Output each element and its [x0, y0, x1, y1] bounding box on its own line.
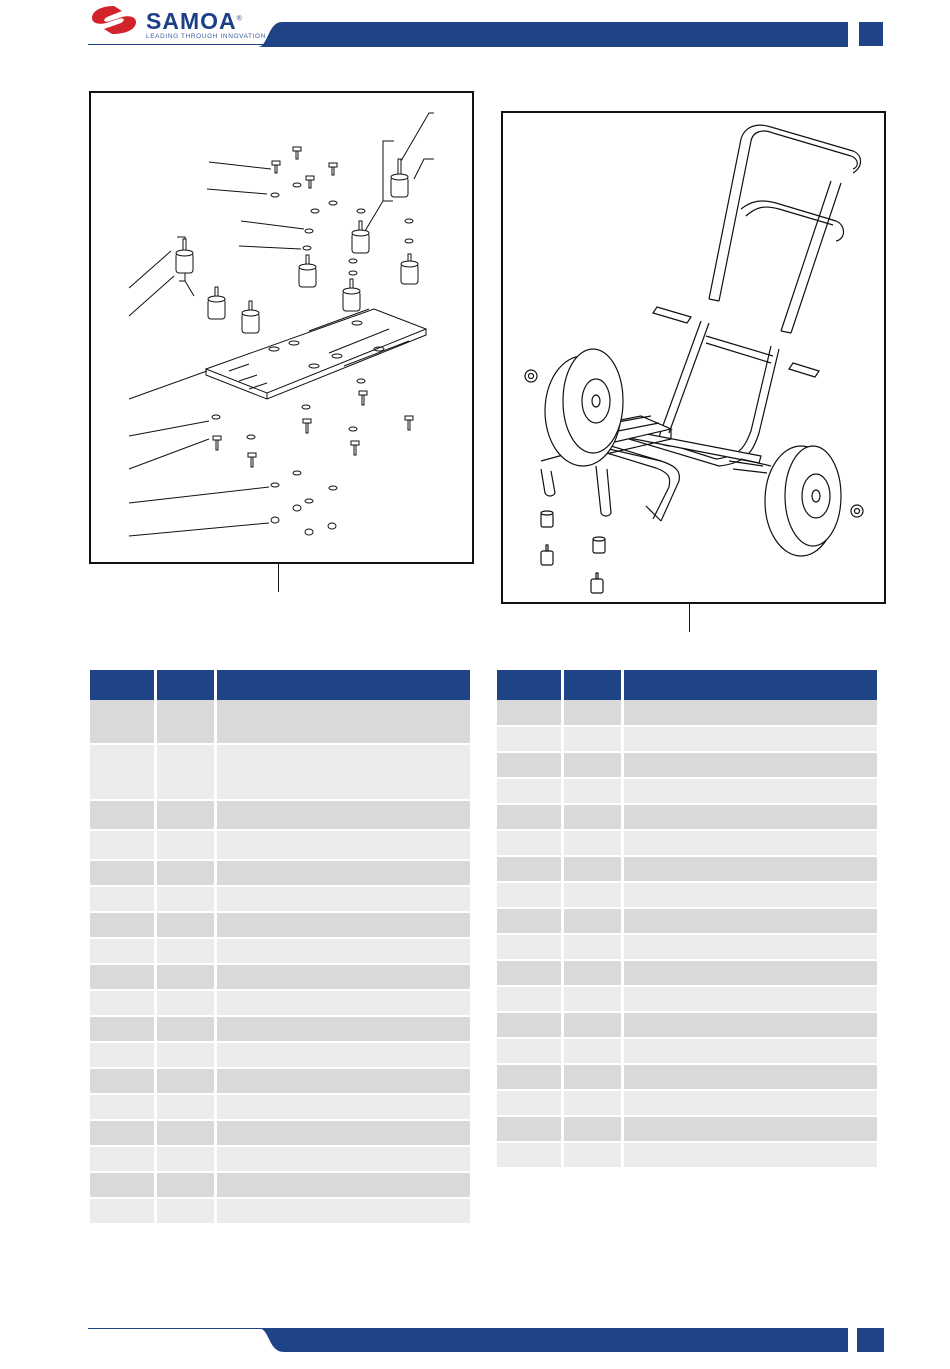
table-cell: [622, 752, 877, 778]
table-cell: [90, 886, 155, 912]
samoa-logo-mark: [88, 4, 140, 36]
table-cell: [622, 1012, 877, 1038]
handle: [709, 125, 861, 333]
table-cell: [562, 960, 622, 986]
table-header-row: [497, 670, 877, 700]
table-row: [90, 1172, 470, 1198]
table-cell: [90, 830, 155, 860]
table-row: [497, 778, 877, 804]
table-row: [90, 938, 470, 964]
table-cell: [497, 1012, 562, 1038]
table-cell: [622, 882, 877, 908]
footer-underline: [88, 1328, 268, 1329]
brand-name: SAMOA®: [146, 8, 243, 34]
table-cell: [622, 856, 877, 882]
table-cell: [562, 1116, 622, 1142]
table-cell: [215, 800, 470, 830]
table-cell: [497, 1064, 562, 1090]
table-cell: [622, 1142, 877, 1168]
table-cell: [622, 830, 877, 856]
table-row: [90, 990, 470, 1016]
table-cell: [215, 1068, 470, 1094]
table-row: [90, 1120, 470, 1146]
table-row: [497, 934, 877, 960]
cart-exploded-view: [501, 111, 886, 604]
table-cell: [215, 886, 470, 912]
table-cell: [90, 912, 155, 938]
table-cell: [497, 778, 562, 804]
table-cell: [562, 856, 622, 882]
table-cell: [497, 934, 562, 960]
table-row: [497, 856, 877, 882]
table-row: [90, 700, 470, 744]
table-cell: [155, 800, 215, 830]
table-cell: [562, 778, 622, 804]
table-cell: [90, 1094, 155, 1120]
table-row: [90, 1146, 470, 1172]
table-cell: [497, 1090, 562, 1116]
header-cell: [497, 670, 562, 700]
header-cell: [622, 670, 877, 700]
table-cell: [562, 804, 622, 830]
table-row: [497, 726, 877, 752]
table-cell: [155, 830, 215, 860]
table-cell: [562, 908, 622, 934]
table-cell: [562, 1142, 622, 1168]
table-row: [497, 1012, 877, 1038]
brand-tagline: LEADING THROUGH INNOVATION: [146, 33, 266, 40]
table-cell: [155, 1016, 215, 1042]
table-cell: [562, 986, 622, 1012]
table-row: [497, 804, 877, 830]
header-cell: [155, 670, 215, 700]
table-row: [497, 700, 877, 726]
table-cell: [215, 964, 470, 990]
table-cell: [215, 990, 470, 1016]
table-cell: [155, 1172, 215, 1198]
table-cell: [562, 934, 622, 960]
table-cell: [622, 1064, 877, 1090]
header-underline: [88, 44, 266, 45]
table-cell: [562, 1064, 622, 1090]
table-cell: [622, 700, 877, 726]
wheels: [545, 349, 841, 556]
table-cell: [622, 908, 877, 934]
table-cell: [90, 1068, 155, 1094]
left-parts-table: [90, 670, 470, 1225]
table-cell: [622, 1116, 877, 1142]
header-page-chip: [859, 22, 883, 46]
table-cell: [562, 1090, 622, 1116]
table-cell: [215, 1146, 470, 1172]
table-cell: [215, 1094, 470, 1120]
table-row: [497, 960, 877, 986]
table-cell: [562, 1038, 622, 1064]
table-cell: [155, 1042, 215, 1068]
table-cell: [215, 1016, 470, 1042]
table-cell: [215, 744, 470, 800]
table-cell: [562, 752, 622, 778]
table-row: [497, 1064, 877, 1090]
table-cell: [215, 700, 470, 744]
table-cell: [215, 912, 470, 938]
table-row: [497, 986, 877, 1012]
table-cell: [90, 860, 155, 886]
table-cell: [90, 1198, 155, 1224]
header-cell: [562, 670, 622, 700]
table-cell: [497, 1038, 562, 1064]
table-cell: [622, 1038, 877, 1064]
table-cell: [90, 1172, 155, 1198]
left-figure-pointer: [278, 564, 279, 592]
table-cell: [497, 726, 562, 752]
table-cell: [215, 1172, 470, 1198]
table-cell: [155, 700, 215, 744]
table-cell: [497, 752, 562, 778]
table-cell: [155, 1094, 215, 1120]
table-cell: [562, 882, 622, 908]
table-cell: [497, 830, 562, 856]
table-cell: [497, 986, 562, 1012]
table-cell: [215, 830, 470, 860]
table-cell: [155, 938, 215, 964]
table-cell: [90, 800, 155, 830]
right-parts-table: [497, 670, 877, 1169]
table-cell: [155, 964, 215, 990]
table-cell: [562, 830, 622, 856]
table-cell: [155, 1120, 215, 1146]
table-cell: [497, 1142, 562, 1168]
table-row: [497, 1038, 877, 1064]
table-cell: [622, 1090, 877, 1116]
table-cell: [622, 804, 877, 830]
table-cell: [497, 1116, 562, 1142]
table-cell: [622, 934, 877, 960]
header-band: [258, 22, 848, 47]
table-cell: [155, 744, 215, 800]
table-cell: [215, 860, 470, 886]
table-cell: [215, 938, 470, 964]
table-row: [90, 830, 470, 860]
table-cell: [90, 1042, 155, 1068]
table-cell: [215, 1198, 470, 1224]
table-cell: [622, 986, 877, 1012]
table-row: [497, 830, 877, 856]
cart-mounts: [541, 511, 605, 593]
table-cell: [90, 1016, 155, 1042]
table-header-row: [90, 670, 470, 700]
table-cell: [215, 1042, 470, 1068]
table-row: [90, 912, 470, 938]
table-row: [90, 1094, 470, 1120]
table-row: [497, 882, 877, 908]
table-row: [90, 1068, 470, 1094]
table-cell: [497, 882, 562, 908]
footer-band: [258, 1328, 848, 1352]
table-cell: [562, 726, 622, 752]
table-cell: [497, 908, 562, 934]
table-cell: [497, 960, 562, 986]
table-cell: [90, 700, 155, 744]
table-cell: [155, 886, 215, 912]
table-cell: [562, 700, 622, 726]
table-cell: [497, 804, 562, 830]
table-row: [90, 964, 470, 990]
table-cell: [215, 1120, 470, 1146]
table-cell: [497, 856, 562, 882]
table-cell: [497, 700, 562, 726]
table-row: [497, 752, 877, 778]
table-cell: [155, 1146, 215, 1172]
table-row: [90, 1042, 470, 1068]
table-cell: [90, 1146, 155, 1172]
table-row: [90, 1198, 470, 1224]
table-cell: [622, 726, 877, 752]
table-cell: [155, 990, 215, 1016]
table-cell: [90, 938, 155, 964]
right-figure-pointer: [689, 604, 690, 632]
table-cell: [90, 990, 155, 1016]
table-row: [497, 908, 877, 934]
table-row: [90, 800, 470, 830]
table-cell: [562, 1012, 622, 1038]
table-row: [90, 1016, 470, 1042]
table-row: [90, 886, 470, 912]
table-cell: [155, 912, 215, 938]
table-row: [497, 1116, 877, 1142]
table-cell: [622, 960, 877, 986]
table-cell: [90, 744, 155, 800]
base-plate-exploded-view: [89, 91, 474, 591]
clips: [653, 307, 819, 377]
table-cell: [622, 778, 877, 804]
footer-page-chip: [857, 1328, 884, 1352]
table-row: [497, 1090, 877, 1116]
table-cell: [90, 964, 155, 990]
table-cell: [90, 1120, 155, 1146]
table-row: [497, 1142, 877, 1168]
table-cell: [155, 1068, 215, 1094]
table-row: [90, 744, 470, 800]
header-cell: [90, 670, 155, 700]
header-cell: [215, 670, 470, 700]
base-plate: [206, 309, 426, 399]
table-cell: [155, 860, 215, 886]
table-row: [90, 860, 470, 886]
table-cell: [155, 1198, 215, 1224]
